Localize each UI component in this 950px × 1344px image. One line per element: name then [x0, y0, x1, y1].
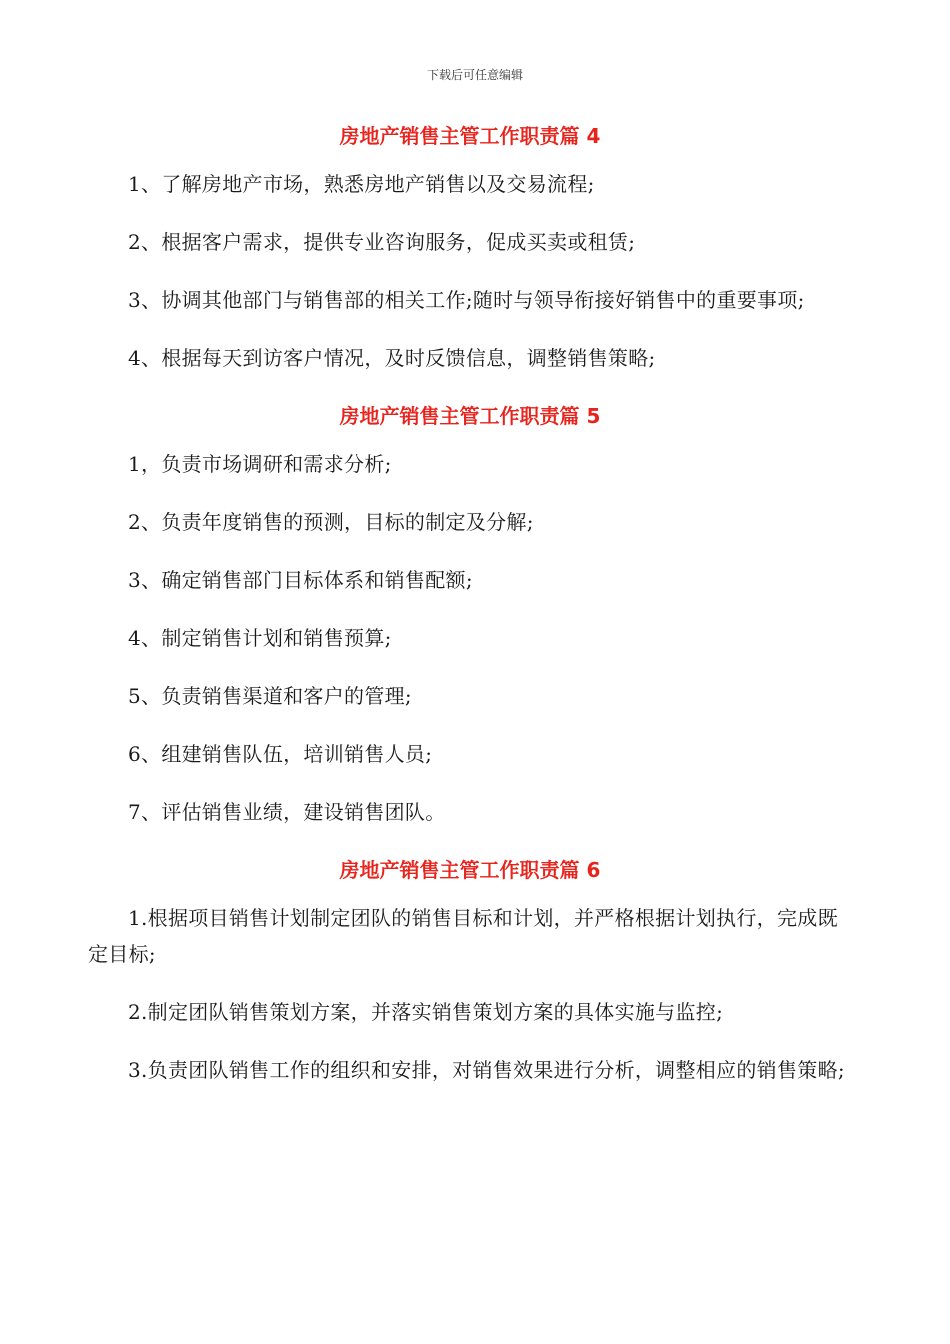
list-item: 1，负责市场调研和需求分析;	[128, 452, 392, 476]
list-item: 3、协调其他部门与销售部的相关工作;随时与领导衔接好销售中的重要事项;	[128, 288, 805, 312]
list-item: 2.制定团队销售策划方案，并落实销售策划方案的具体实施与监控;	[128, 1000, 724, 1024]
list-item: 4、制定销售计划和销售预算;	[128, 626, 392, 650]
header-note: 下载后可任意编辑	[426, 68, 523, 82]
section-title: 房地产销售主管工作职责篇 5	[339, 404, 601, 428]
list-item: 3.负责团队销售工作的组织和安排，对销售效果进行分析，调整相应的销售策略;	[128, 1058, 845, 1082]
section-title: 房地产销售主管工作职责篇 4	[339, 124, 601, 148]
section-5	[88, 398, 852, 830]
list-item: 5、负责销售渠道和客户的管理;	[128, 684, 412, 708]
section-4	[88, 118, 852, 376]
list-item: 3、确定销售部门目标体系和销售配额;	[128, 568, 473, 592]
section-6	[88, 852, 852, 1088]
section-title: 房地产销售主管工作职责篇 6	[339, 858, 601, 882]
list-item: 7、评估销售业绩，建设销售团队。	[128, 800, 446, 824]
list-item: 6、组建销售队伍，培训销售人员;	[128, 742, 433, 766]
list-item: 1.根据项目销售计划制定团队的销售目标和计划，并严格根据计划执行，完成既定目标;	[88, 906, 838, 966]
list-item: 4、根据每天到访客户情况，及时反馈信息，调整销售策略;	[128, 346, 656, 370]
list-item: 2、负责年度销售的预测，目标的制定及分解;	[128, 510, 534, 534]
list-item: 2、根据客户需求，提供专业咨询服务，促成买卖或租赁;	[128, 230, 636, 254]
document-content	[88, 118, 852, 1110]
list-item: 1、了解房地产市场，熟悉房地产销售以及交易流程;	[128, 172, 595, 196]
